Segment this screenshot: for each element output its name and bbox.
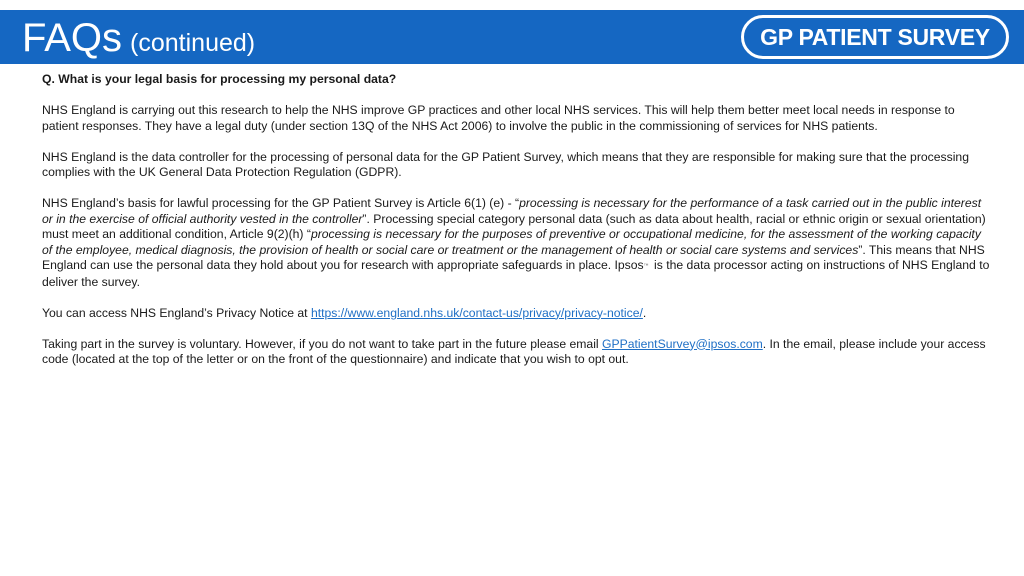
gp-patient-survey-logo: GP PATIENT SURVEY	[741, 15, 1009, 59]
lawful-basis-text-1: NHS England’s basis for lawful processing for the GP Patient Survey is Article 6(1) (e) - “	[42, 196, 520, 210]
privacy-notice-link[interactable]: https://www.england.nhs.uk/contact-us/privacy/privacy-notice/	[310, 305, 643, 320]
paragraph-research-purpose: NHS England is carrying out this research to help the NHS improve GP practices and other local NHS services. This will help them better meet local needs in response to patient responses. They have a legal duty (under section 13Q of the NHS Act 2006) to involve the public in the commissioning of services for NHS patients.	[42, 103, 955, 133]
faq-content	[42, 72, 992, 383]
opt-out-text-1: Taking part in the survey is voluntary. However, if you do not want to take part in the future please email	[42, 336, 603, 351]
paragraph-opt-out	[42, 337, 992, 368]
lawful-basis-text-3: ”. This means that NHS England can use the personal data they hold about you for research with appropriate safeguards in place. Ipsos	[42, 242, 985, 272]
privacy-notice-end: .	[642, 305, 647, 320]
title-subtitle: (continued)	[130, 29, 256, 57]
article-9-quote: processing is necessary for the purposes of preventive or occupational medicine, for the assessment of the working capacity of the employee, medical diagnosis, the provision of health or social care or treatment or the management of health or social care systems and services	[42, 227, 981, 257]
paragraph-privacy-notice	[42, 306, 992, 322]
paragraph-data-controller: NHS England is the data controller for the processing of personal data for the GP Patient Survey, which means that they are responsible for making sure that the processing complies with the UK General Data Protection Regulation (GDPR).	[42, 149, 969, 179]
lawful-basis-text-2: ”. Processing special category personal data (such as data about health, racial or ethnic origin or sexual orientation) must meet an additional condition, Article 9(2)(h) “	[42, 211, 986, 241]
trademark-mark: ™	[643, 263, 649, 269]
lawful-basis-text-4: is the data processor acting on instructions of NHS England to deliver the survey.	[42, 258, 990, 289]
opt-out-text-2: . In the email, please include your access code (located at the top of the letter or on the front of the questionnaire) and indicate that you wish to opt out.	[42, 336, 986, 366]
header-bar	[0, 10, 1024, 64]
faq-question: Q. What is your legal basis for processing my personal data?	[42, 72, 397, 86]
article-6-quote: processing is necessary for the performance of a task carried out in the public interest or in the exercise of official authority vested in the controller	[42, 196, 982, 226]
opt-out-email-link[interactable]: GPPatientSurvey@ipsos.com	[602, 336, 763, 351]
privacy-notice-text: You can access NHS England’s Privacy Notice at	[42, 305, 311, 320]
title-text: FAQs	[22, 16, 123, 60]
paragraph-lawful-basis	[42, 196, 992, 290]
page-title	[22, 14, 255, 67]
